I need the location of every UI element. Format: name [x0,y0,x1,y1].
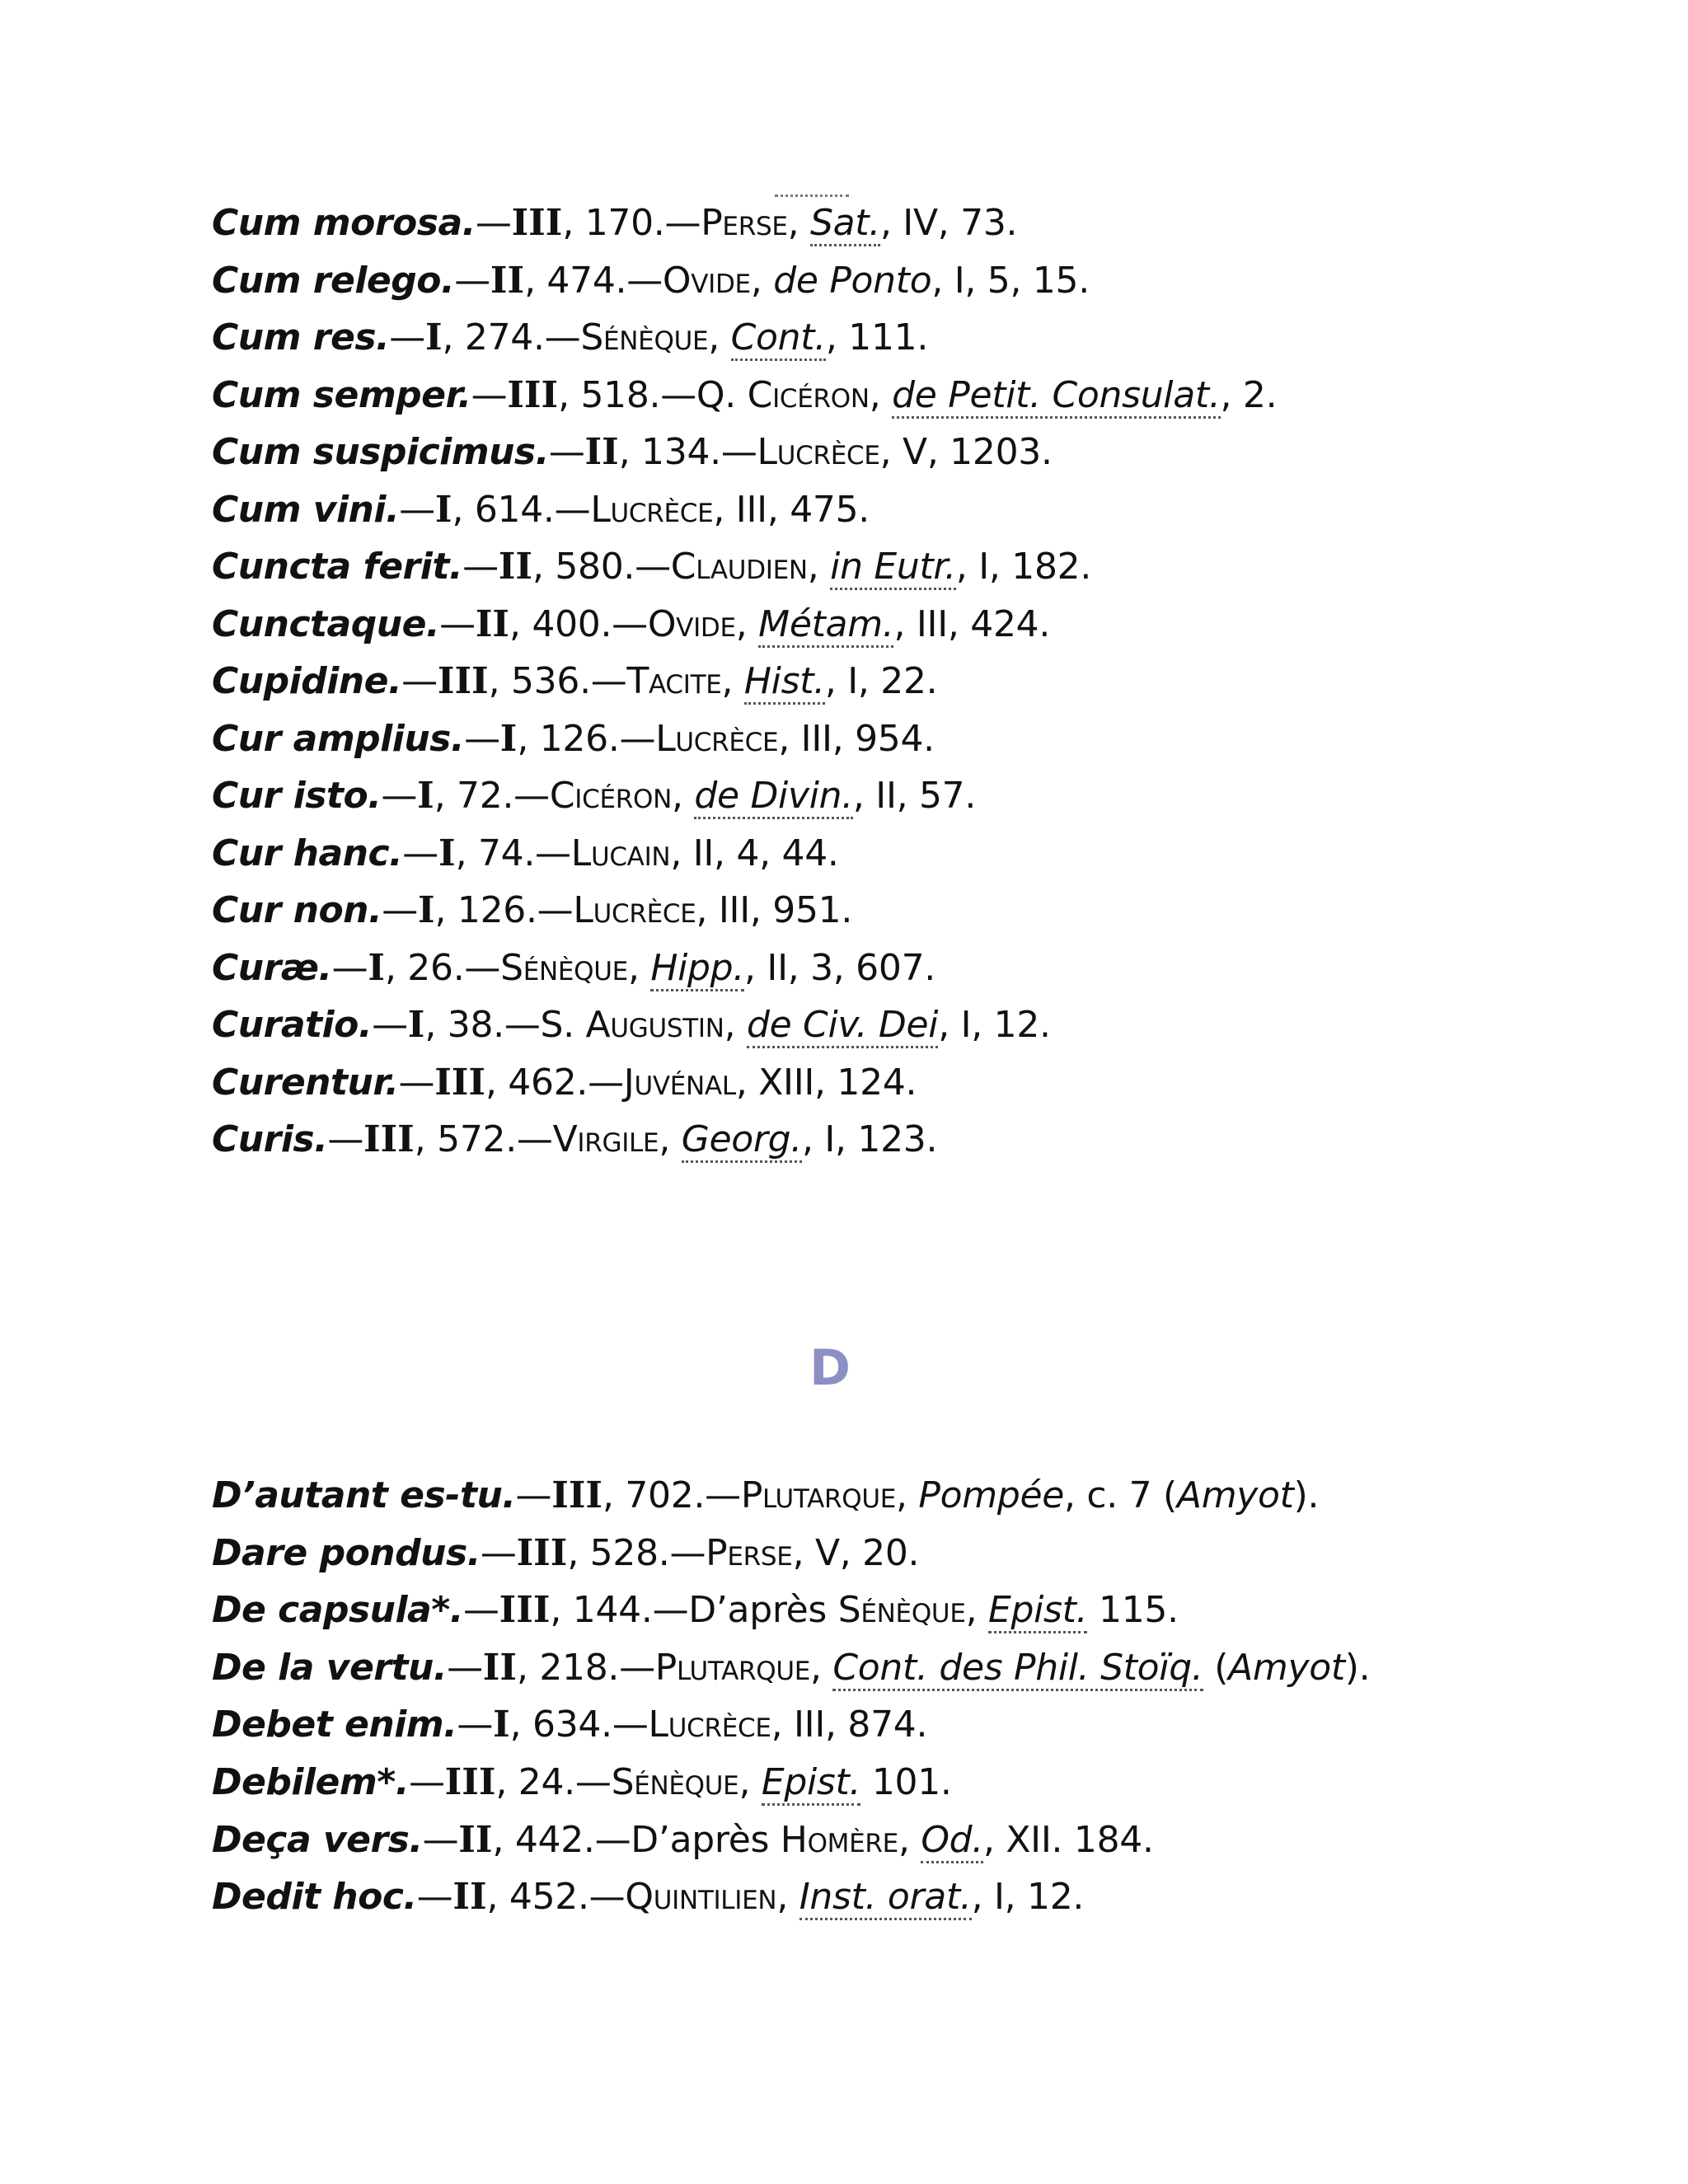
citation-incipit: Cum suspicimus. [212,431,549,473]
volume-number: II [458,1818,493,1861]
passage-reference: 101. [860,1760,952,1803]
citation-incipit: De la vertu. [212,1646,448,1689]
dash-separator: — [471,373,508,416]
citation-entry [212,1754,1613,1811]
dash-separator: — [462,546,499,588]
citation-incipit: Cuncta ferit. [212,546,463,588]
page-reference: , 536.— [488,660,627,702]
citation-entry [212,710,1613,768]
citation-entry [212,538,1613,596]
dash-separator: — [475,202,512,244]
passage-reference: , IV, 73. [879,202,1018,244]
separator: , [965,1589,988,1632]
passage-reference: , II, 3, 607. [744,946,935,989]
citation-entry [212,1696,1613,1754]
dash-separator: — [398,1061,435,1104]
citation-list-d [212,1467,1613,1926]
author-name: Tacite [626,660,722,702]
citation-incipit: Cum relego. [212,259,455,302]
citation-entry [212,194,1613,252]
dash-separator: — [548,431,585,473]
separator: , [776,1876,799,1919]
dash-separator: — [402,832,438,874]
passage-reference: , V, 1203. [879,431,1053,473]
author-name: Sénèque [500,946,628,989]
work-title-link[interactable]: Epist. [988,1589,1087,1633]
passage-reference: , I, 12. [938,1004,1051,1046]
separator: , [738,1760,762,1803]
citation-entry [212,1868,1613,1926]
page-reference: , 580.— [532,546,671,588]
author-name: Lucrèce [590,488,714,531]
citation-entry [212,825,1613,883]
author-name: Quintilien [625,1876,777,1919]
volume-number: III [511,202,563,244]
passage-reference: , III, 954. [778,717,935,760]
dash-separator: — [480,1531,517,1574]
citation-entry [212,882,1613,940]
dash-separator: — [408,1760,445,1803]
citation-incipit: Dedit hoc. [212,1876,417,1919]
separator: , [724,1004,747,1046]
volume-number: III [363,1118,415,1160]
separator: , [898,1818,921,1861]
passage-reference: , 111. [825,316,929,359]
page-reference: , 74.— [455,832,571,874]
dash-separator: — [454,259,490,302]
page-reference: , 614.— [452,488,591,531]
citation-entry [212,1111,1613,1169]
dash-separator: — [372,1004,408,1046]
section-heading-d: D [809,1339,851,1397]
work-title-link[interactable]: Inst. orat. [799,1876,972,1920]
page-reference: , 528.— [567,1531,706,1574]
passage-reference: , c. 7 ( [1064,1474,1177,1516]
dash-separator: — [422,1818,459,1861]
translator-name: Amyot [1228,1646,1345,1689]
citation-entry [212,309,1613,367]
page-reference: , 24.— [495,1760,612,1803]
passage-reference: , III, 424. [893,602,1051,645]
passage-reference: , II, 57. [852,775,977,817]
volume-number: I [499,717,518,760]
author-name: Ovide [647,602,736,645]
author-name: Plutarque [654,1646,810,1689]
author-name: Cicéron [549,775,672,817]
author-name: Perse [706,1531,793,1574]
volume-number: III [437,660,489,702]
work-title-link[interactable]: Epist. [762,1761,860,1806]
separator: , [896,1474,919,1516]
citation-entry [212,1054,1613,1112]
citation-entry [212,767,1613,825]
page-reference: , 452.— [486,1876,626,1919]
dash-separator: — [399,488,435,531]
citation-incipit: Debilem*. [212,1760,409,1803]
dash-separator: — [515,1474,552,1516]
page-reference: , 400.— [509,602,648,645]
author-name: Homère [780,1818,898,1861]
citation-entry [212,481,1613,539]
volume-number: I [417,889,435,931]
citation-incipit: Cunctaque. [212,602,440,645]
page-reference: , 144.—D’après [550,1589,838,1632]
dash-separator: — [381,775,418,817]
work-title-link[interactable]: de Petit. Consulat. [892,374,1220,419]
volume-number: II [482,1646,517,1689]
citation-incipit: Cur amplius. [212,717,465,760]
citation-incipit: Cupidine. [212,660,402,702]
dash-separator: — [327,1118,364,1160]
citation-incipit: Curentur. [212,1061,399,1104]
passage-reference: , V, 20. [792,1531,920,1574]
author-name: Sénèque [580,316,709,359]
page-reference: , 474.— [524,259,663,302]
page-reference: , 634.— [509,1704,649,1746]
passage-reference: , III, 951. [696,889,853,931]
dash-separator: — [439,602,476,645]
volume-number: III [434,1061,485,1104]
volume-number: III [516,1531,568,1574]
citation-incipit: Deça vers. [212,1818,423,1861]
author-name: Lucain [570,832,671,874]
work-title-link[interactable]: Cont. des Phil. Stoïq. [832,1647,1203,1691]
volume-number: I [368,946,385,989]
citation-incipit: Cum morosa. [212,202,476,244]
citation-incipit: Cum semper. [212,373,471,416]
dash-separator: — [416,1876,453,1919]
citation-incipit: D’autant es-tu. [212,1474,516,1516]
page-reference: , 572.— [414,1118,553,1160]
author-name: Virgile [552,1118,659,1160]
reference-end: ). [1293,1474,1320,1516]
work-title-link[interactable]: Métam. [758,603,893,648]
citation-incipit: Debet enim. [212,1704,457,1746]
passage-reference: , XIII, 124. [735,1061,917,1104]
dash-separator: — [464,717,500,760]
separator: , [807,546,831,588]
passage-reference: , I, 182. [955,546,1092,588]
volume-number: I [417,775,434,817]
author-name: Plutarque [740,1474,897,1516]
separator: , [671,775,695,817]
citation-incipit: Cum res. [212,316,390,359]
citation-entry [212,1525,1613,1582]
passage-reference: , I, 12. [971,1876,1085,1919]
work-title: de Ponto [773,259,932,302]
page-reference: , 702.— [602,1474,741,1516]
citation-incipit: Curis. [212,1118,328,1160]
page-reference: , 462.— [485,1061,624,1104]
work-title-link[interactable]: Cont. [731,316,826,361]
separator: , [810,1646,833,1689]
separator: , [750,259,774,302]
citation-entry [212,252,1613,310]
citation-entry [212,653,1613,710]
separator: , [869,373,893,416]
work-title: Pompée [918,1474,1064,1516]
separator: , [735,602,759,645]
volume-number: I [438,832,456,874]
work-title-link[interactable]: Hipp. [650,947,744,991]
citation-entry [212,1811,1613,1869]
author-name: Sénèque [837,1589,966,1632]
page-reference: , 26.— [384,946,501,989]
work-title-link[interactable]: in Eutr. [830,546,956,590]
author-name: Augustin [585,1004,724,1046]
reference-end: ). [1344,1646,1371,1689]
dash-separator: — [382,889,418,931]
dash-separator: — [401,660,438,702]
citation-incipit: Cur non. [212,889,382,931]
volume-number: I [434,488,452,531]
citation-incipit: De capsula*. [212,1589,463,1632]
author-name: Sénèque [611,1760,739,1803]
dash-separator: — [447,1646,483,1689]
author-name: Perse [701,202,788,244]
passage-reference: , I, 5, 15. [931,259,1090,302]
dash-separator: — [457,1704,494,1746]
citation-incipit: Curatio. [212,1004,373,1046]
page-reference: , 126.— [517,717,656,760]
passage-reference: , III, 475. [713,488,870,531]
citation-incipit: Cur hanc. [212,832,403,874]
volume-number: III [444,1760,496,1803]
work-title-link[interactable]: Od. [921,1819,983,1863]
author-name: Lucrèce [648,1704,771,1746]
work-title-link[interactable]: de Divin. [694,775,853,819]
dash-separator: — [331,946,368,989]
citation-entry [212,940,1613,997]
citation-incipit: Cur isto. [212,775,382,817]
citation-entry [212,1582,1613,1639]
citation-entry [212,996,1613,1054]
volume-number: I [407,1004,425,1046]
citation-entry [212,424,1613,481]
work-title-link[interactable]: Georg. [682,1118,802,1163]
dash-separator: — [462,1589,499,1632]
author-name: Claudien [670,546,808,588]
separator: , [659,1118,682,1160]
work-title-link[interactable]: Sat. [810,202,880,246]
page-reference: , 134.— [618,431,757,473]
passage-reference: , II, 4, 44. [670,832,839,874]
page-reference: , 218.— [516,1646,655,1689]
author-name: Lucrèce [573,889,696,931]
page-reference: , 274.— [442,316,581,359]
volume-number: II [584,431,619,473]
translator-name: Amyot [1176,1474,1294,1516]
volume-number: I [493,1704,510,1746]
citation-entry [212,1639,1613,1697]
page-reference: , 170.— [562,202,701,244]
volume-number: III [507,373,559,416]
page-reference: , 442.—D’après [492,1818,781,1861]
volume-number: II [475,602,509,645]
author-name: Lucrèce [757,431,880,473]
volume-number: II [490,259,525,302]
passage-reference: , III, 874. [771,1704,928,1746]
page-reference: , 126.— [434,889,574,931]
volume-number: III [499,1589,551,1632]
volume-number: I [424,316,443,359]
passage-reference: , I, 123. [802,1118,938,1160]
citation-list-c [212,194,1613,1169]
passage-reference: , XII. 184. [982,1818,1154,1861]
work-title-link[interactable]: Hist. [744,660,825,705]
author-name: Juvénal [623,1061,736,1104]
volume-number: II [452,1876,487,1919]
passage-reference: , I, 22. [824,660,938,702]
separator: , [787,202,810,244]
work-title-link[interactable]: de Civ. Dei [747,1004,938,1048]
author-name: Cicéron [747,373,870,416]
author-name: Lucrèce [655,717,779,760]
passage-reference: 115. [1087,1589,1179,1632]
citation-incipit: Dare pondus. [212,1531,481,1574]
separator: , [627,946,651,989]
author-name: Ovide [662,259,751,302]
passage-reference: ( [1203,1646,1229,1689]
volume-number: II [498,546,532,588]
separator: , [721,660,744,702]
page-reference: , 38.—S. [424,1004,586,1046]
citation-incipit: Curæ. [212,946,332,989]
page-reference: , 518.—Q. [558,373,748,416]
citation-entry [212,596,1613,654]
citation-entry [212,1467,1613,1525]
volume-number: III [551,1474,603,1516]
separator: , [708,316,731,359]
dash-separator: — [389,316,425,359]
citation-incipit: Cum vini. [212,488,400,531]
passage-reference: , 2. [1220,373,1278,416]
citation-entry [212,367,1613,424]
page-reference: , 72.— [434,775,550,817]
